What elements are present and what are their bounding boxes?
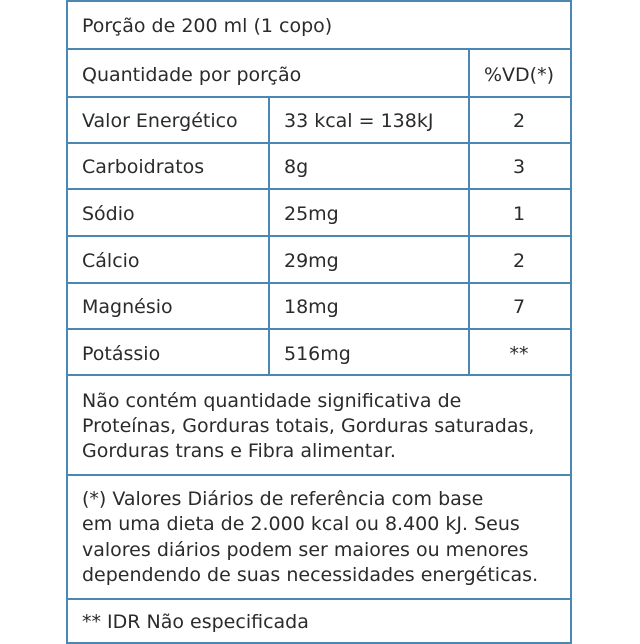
nutrient-amount: 25mg: [284, 203, 339, 225]
divider: [68, 188, 570, 190]
nutrient-name: Potássio: [82, 343, 161, 365]
divider: [68, 142, 570, 144]
note-line: valores diários podem ser maiores ou menores: [82, 539, 529, 561]
nutrition-facts-table: [66, 0, 572, 644]
idr-footnote: ** IDR Não especificada: [82, 611, 309, 633]
nutrient-vd: 1: [512, 203, 526, 225]
divider: [68, 282, 570, 284]
nutrient-vd: 2: [512, 110, 526, 132]
note-line: Não contém quantidade significativa de: [82, 390, 462, 412]
divider: [68, 598, 570, 600]
divider: [68, 328, 570, 330]
vd-header: %VD(*): [483, 64, 554, 86]
note-line: dependendo de suas necessidades energéticas.: [82, 564, 539, 586]
divider: [68, 96, 570, 98]
note-line: em uma dieta de 2.000 kcal ou 8.400 kJ. Seus: [82, 513, 520, 535]
nutrient-name: Cálcio: [82, 250, 140, 272]
quantity-header: Quantidade por porção: [82, 64, 302, 86]
nutrient-name: Magnésio: [82, 296, 173, 318]
nutrient-vd: 7: [512, 296, 526, 318]
nutrient-amount: 18mg: [284, 296, 339, 318]
nutrient-vd: **: [509, 343, 529, 365]
nutrient-name: Sódio: [82, 203, 135, 225]
nutrient-amount: 8g: [284, 156, 309, 178]
column-divider: [468, 48, 470, 374]
divider: [68, 235, 570, 237]
column-divider: [268, 96, 270, 374]
portion-size: Porção de 200 ml (1 copo): [82, 15, 333, 37]
nutrient-vd: 3: [512, 156, 526, 178]
note-line: Proteínas, Gorduras totais, Gorduras saturadas,: [82, 415, 535, 437]
nutrient-amount: 29mg: [284, 250, 339, 272]
divider: [68, 374, 570, 376]
nutrient-amount: 516mg: [284, 343, 351, 365]
nutrient-name: Valor Energético: [82, 110, 238, 132]
divider: [68, 474, 570, 476]
note-line: Gorduras trans e Fibra alimentar.: [82, 440, 396, 462]
nutrient-amount: 33 kcal = 138kJ: [284, 110, 434, 132]
nutrient-vd: 2: [512, 250, 526, 272]
divider: [68, 48, 570, 50]
note-line: (*) Valores Diários de referência com base: [82, 488, 484, 510]
nutrient-name: Carboidratos: [82, 156, 205, 178]
